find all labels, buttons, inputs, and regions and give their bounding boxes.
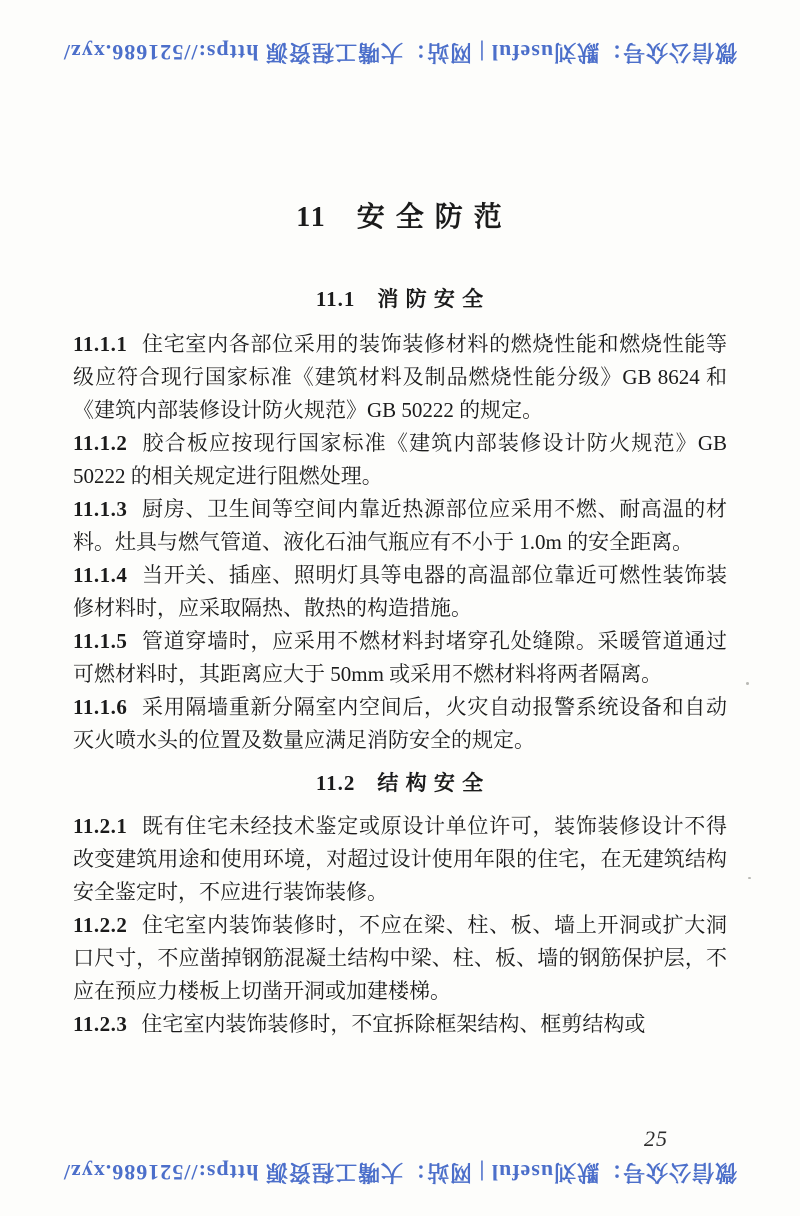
clause-11-2-2 bbox=[73, 909, 727, 1008]
page-number: 25 bbox=[644, 1126, 668, 1151]
section-heading-11-1: 11.1 消 防 安 全 bbox=[315, 287, 485, 311]
clause-text: 胶合板应按现行国家标准《建筑内部装修设计防火规范》GB 50222 的相关规定进行阻燃处理。 bbox=[73, 431, 727, 488]
clause-11-1-6 bbox=[73, 691, 727, 757]
clause-number: 11.2.1 bbox=[73, 814, 128, 838]
clause-text: 采用隔墙重新分隔室内空间后，火灾自动报警系统设备和自动灭火喷水头的位置及数量应满足消防安全的规定。 bbox=[73, 695, 727, 752]
clause-number: 11.1.5 bbox=[73, 629, 128, 653]
watermark-top: 微信公众号：默刘useful | 网站：大嘴工程资源 https://521686.xyz/ bbox=[62, 40, 738, 65]
clause-number: 11.1.4 bbox=[73, 563, 128, 587]
clause-number: 11.2.3 bbox=[73, 1012, 128, 1036]
clause-11-2-1 bbox=[73, 810, 727, 909]
clause-text: 当开关、插座、照明灯具等电器的高温部位靠近可燃性装饰装修材料时，应采取隔热、散热的构造措施。 bbox=[73, 563, 727, 620]
clause-11-1-1 bbox=[73, 328, 727, 427]
clause-number: 11.2.2 bbox=[73, 913, 128, 937]
clause-11-1-3 bbox=[73, 493, 727, 559]
clause-number: 11.1.2 bbox=[73, 431, 128, 455]
clause-number: 11.1.1 bbox=[73, 332, 128, 356]
clause-text: 管道穿墙时，应采用不燃材料封堵穿孔处缝隙。采暖管道通过可燃材料时，其距离应大于 50mm 或采用不燃材料将两者隔离。 bbox=[73, 629, 727, 686]
clause-text: 住宅室内装饰装修时，不应在梁、柱、板、墙上开洞或扩大洞口尺寸，不应凿掉钢筋混凝土结构中梁、柱、板、墙的钢筋保护层，不应在预应力楼板上切凿开洞或加建楼梯。 bbox=[73, 913, 727, 1003]
section-heading-11-2: 11.2 结 构 安 全 bbox=[315, 771, 485, 795]
watermark-bottom: 微信公众号：默刘useful | 网站：大嘴工程资源 https://521686.xyz/ bbox=[62, 1160, 738, 1185]
clause-11-1-2 bbox=[73, 427, 727, 493]
clause-text: 住宅室内装饰装修时，不宜拆除框架结构、框剪结构或 bbox=[141, 1012, 646, 1036]
clause-11-1-4 bbox=[73, 559, 727, 625]
scan-speck bbox=[748, 877, 751, 879]
clause-11-1-5 bbox=[73, 625, 727, 691]
clause-number: 11.1.3 bbox=[73, 497, 128, 521]
clause-number: 11.1.6 bbox=[73, 695, 128, 719]
chapter-title: 11 安 全 防 范 bbox=[296, 202, 504, 233]
clause-text: 既有住宅未经技术鉴定或原设计单位许可，装饰装修设计不得改变建筑用途和使用环境，对超过设计使用年限的住宅，在无建筑结构安全鉴定时，不应进行装饰装修。 bbox=[73, 814, 727, 904]
scan-speck bbox=[746, 682, 749, 685]
document-page bbox=[73, 200, 727, 1041]
clause-text: 住宅室内各部位采用的装饰装修材料的燃烧性能和燃烧性能等级应符合现行国家标准《建筑材料及制品燃烧性能分级》GB 8624 和《建筑内部装修设计防火规范》GB 50222 的规定。 bbox=[73, 332, 727, 422]
clause-11-2-3 bbox=[73, 1008, 727, 1041]
clause-text: 厨房、卫生间等空间内靠近热源部位应采用不燃、耐高温的材料。灶具与燃气管道、液化石油气瓶应有不小于 1.0m 的安全距离。 bbox=[73, 497, 727, 554]
